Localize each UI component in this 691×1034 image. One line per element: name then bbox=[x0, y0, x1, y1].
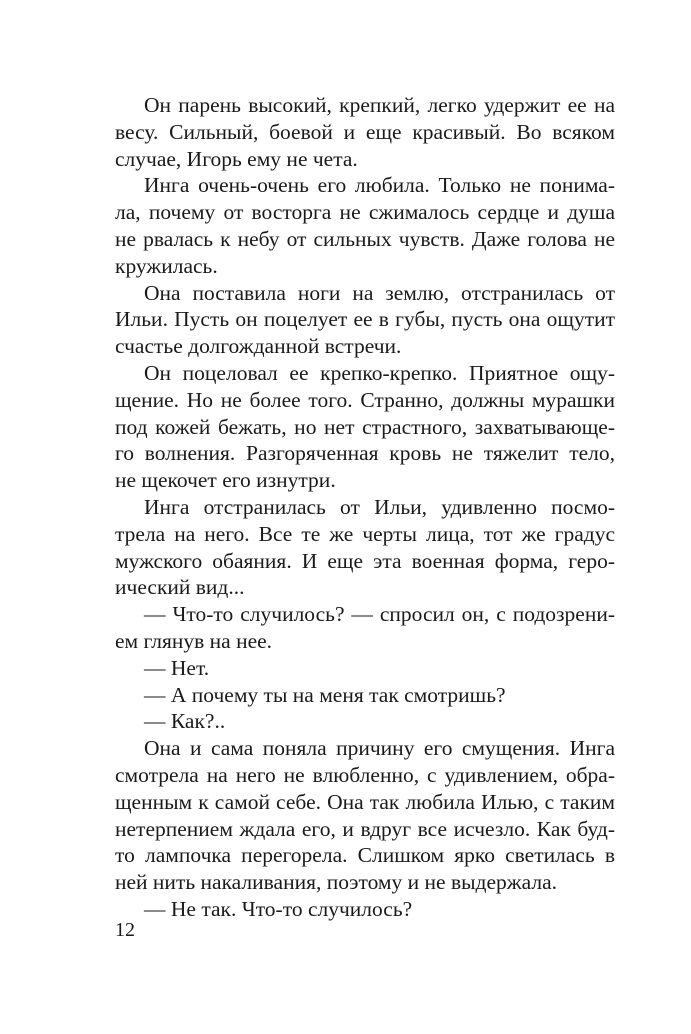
text-line: — А почему ты на меня так смотришь? bbox=[144, 682, 506, 707]
text-line: ический вид... bbox=[115, 575, 245, 600]
text-line: мужского обаяния. И еще эта военная форма, геро- bbox=[115, 548, 615, 573]
text-line: Инга очень-очень его любила. Только не понима- bbox=[144, 173, 615, 198]
text-line: — Нет. bbox=[144, 655, 210, 680]
text-line: Он поцеловал ее крепко-крепко. Приятное ощу- bbox=[144, 360, 615, 385]
text-line: — Не так. Что-то случилось? bbox=[144, 896, 413, 921]
text-line: Она и сама поняла причину его смущения. Инга bbox=[144, 736, 615, 761]
text-line: весу. Сильный, боевой и еще красивый. Во всяком bbox=[115, 119, 615, 144]
text-line: не рвалась к небу от сильных чувств. Даже голова не bbox=[115, 226, 615, 251]
text-line: то лампочка перегорела. Слишком ярко светилась в bbox=[115, 843, 615, 868]
text-line: случае, Игорь ему не чета. bbox=[115, 146, 358, 171]
text-line: — Что-то случилось? — спросил он, с подозрени- bbox=[144, 602, 615, 627]
text-line: ней нить накаливания, поэтому и не выдержала. bbox=[115, 870, 558, 895]
text-line: не щекочет его изнутри. bbox=[115, 468, 336, 493]
text-line: щение. Но не более того. Странно, должны мурашки bbox=[115, 387, 615, 412]
text-line: ла, почему от восторга не сжималось сердце и душа bbox=[115, 200, 615, 225]
page-body-text bbox=[115, 92, 615, 923]
text-line: нетерпением ждала его, и вдруг все исчезло. Как буд- bbox=[115, 816, 615, 841]
text-line: счастье долгожданной встречи. bbox=[115, 334, 402, 359]
text-line: трела на него. Все те же черты лица, тот же градус bbox=[115, 521, 615, 546]
text-line: кружилась. bbox=[115, 253, 218, 278]
text-line: го волнения. Разгоряченная кровь не тяжелит тело, bbox=[115, 441, 615, 466]
text-line: — Как?.. bbox=[144, 709, 226, 734]
text-line: смотрела на него не влюбленно, с удивлением, обра- bbox=[115, 762, 615, 787]
text-line: Она поставила ноги на землю, отстранилась от bbox=[144, 280, 615, 305]
text-line: Он парень высокий, крепкий, легко удержит ее на bbox=[144, 93, 615, 117]
page-number: 12 bbox=[115, 919, 135, 941]
text-line: под кожей бежать, но нет страстного, захватывающе- bbox=[115, 414, 615, 439]
text-line: Ильи. Пусть он поцелует ее в губы, пусть она ощутит bbox=[115, 307, 615, 332]
text-line: щенным к самой себе. Она так любила Илью, с таким bbox=[115, 789, 615, 814]
text-line: ем глянув на нее. bbox=[115, 628, 273, 653]
text-line: Инга отстранилась от Ильи, удивленно посмо- bbox=[144, 494, 615, 519]
